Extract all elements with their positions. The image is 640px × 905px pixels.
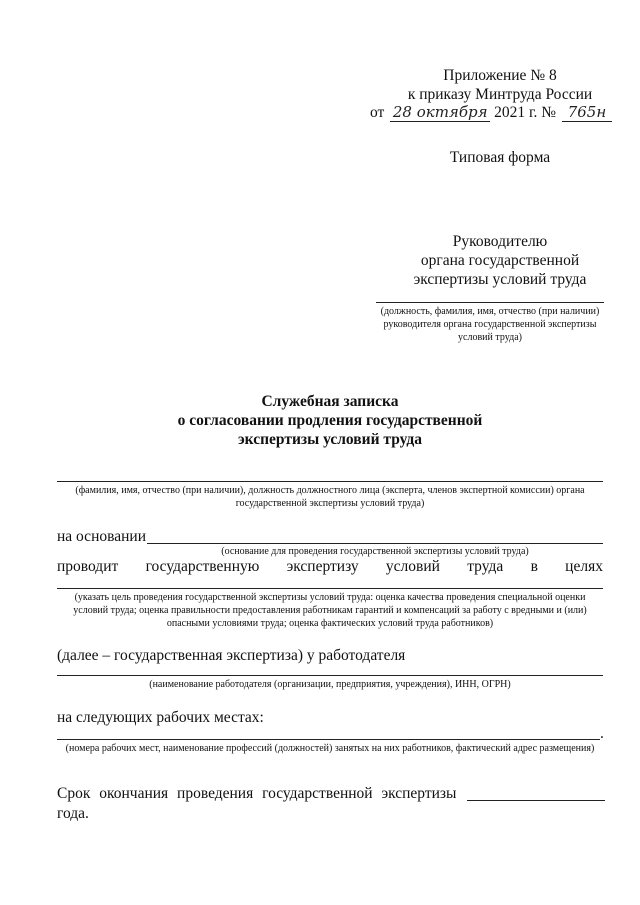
addressee-hint: (должность, фамилия, имя, отчество (при наличии) руководителя органа государственной экспертизы условий труда) xyxy=(380,306,600,343)
conduct-word: проводит xyxy=(57,558,119,575)
deadline-blank-line[interactable] xyxy=(467,800,605,801)
form-type: Типовая форма xyxy=(449,149,551,166)
addressee-line-3: экспертизы условий труда xyxy=(413,271,587,288)
order-year: 2021 г. № xyxy=(494,104,557,121)
workplaces-blank-line[interactable] xyxy=(57,739,600,740)
conduct-word: государственную xyxy=(145,558,260,575)
addressee-line-2: органа государственной xyxy=(420,252,580,269)
deadline-suffix: года. xyxy=(57,805,89,822)
appendix-number: Приложение № 8 xyxy=(443,67,557,84)
employer-text: (далее – государственная экспертиза) у работодателя xyxy=(57,647,406,664)
order-reference: к приказу Минтруда России xyxy=(407,86,593,103)
employer-blank-line[interactable] xyxy=(57,675,603,676)
document-title-line-1: Служебная записка xyxy=(261,393,399,410)
workplaces-hint: (номера рабочих мест, наименование профессий (должностей) занятых на них работников, фактический адрес размещения) xyxy=(65,743,595,754)
order-prefix: от xyxy=(370,104,385,121)
basis-hint: (основание для проведения государственной экспертизы условий труда) xyxy=(221,546,529,557)
workplaces-period: . xyxy=(600,725,604,742)
addressee-line-1: Руководителю xyxy=(452,233,548,250)
conduct-word: в xyxy=(530,558,538,575)
official-hint: (фамилия, имя, отчество (при наличии), должность должностного лица (эксперта, членов экспертной комиссии) органа государственной экспертизы условий труда) xyxy=(75,485,585,509)
basis-label: на основании xyxy=(57,528,146,545)
order-number-handwritten: 765н xyxy=(562,104,612,122)
conduct-line xyxy=(57,557,603,576)
order-date-handwritten: 28 октября xyxy=(390,104,490,122)
official-blank-line[interactable] xyxy=(57,481,603,482)
basis-blank-line[interactable] xyxy=(147,543,603,544)
deadline-label: Срок окончания проведения государственной экспертизы xyxy=(57,785,457,802)
workplaces-label: на следующих рабочих местах: xyxy=(57,709,264,726)
conduct-word: условий xyxy=(385,558,440,575)
conduct-word: труда xyxy=(467,558,504,575)
purpose-hint: (указать цель проведения государственной экспертизы условий труда: оценка качества проведения специальной оценки условий труда; оценка правильности предоставления работникам гарантий и компенсаций за работу с вредными и (или) опасными условиями труда; оценка фактических условий труда работников) xyxy=(73,592,587,629)
document-title-line-2: о согласовании продления государственной xyxy=(177,412,483,429)
document-title-line-3: экспертизы условий труда xyxy=(237,431,422,448)
order-line xyxy=(370,103,630,125)
conduct-word: экспертизу xyxy=(286,558,359,575)
conduct-word: целях xyxy=(565,558,603,575)
purpose-blank-line[interactable] xyxy=(57,588,603,589)
addressee-blank-line[interactable] xyxy=(376,302,604,303)
employer-hint: (наименование работодателя (организации, предприятия, учреждения), ИНН, ОГРН) xyxy=(149,679,511,690)
